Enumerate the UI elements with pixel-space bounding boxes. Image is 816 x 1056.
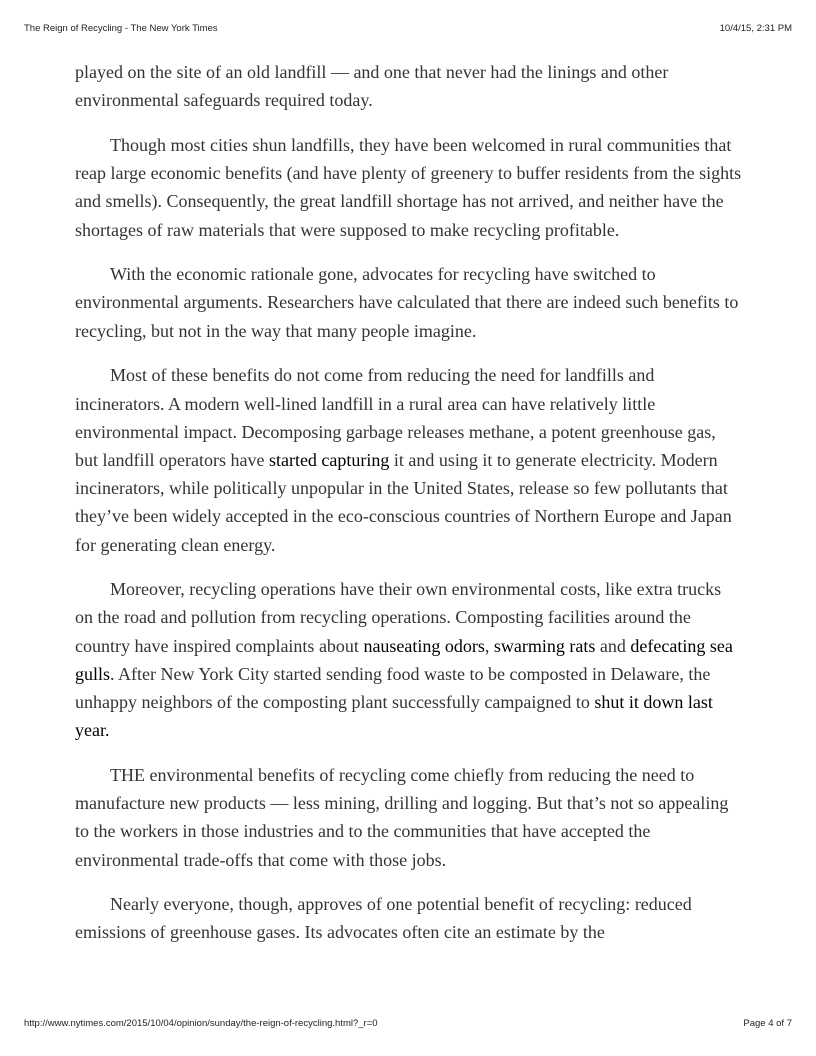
paragraph-4-text-1: Most of these benefits do not come from reducing the need for landfills and incinerators. A modern well-lined landfill in a rural area can have relatively little environmental impact. Decomposing garbage releases methane, a potent greenhouse gas, but landfill operators have [75, 365, 716, 470]
link-defecating-sea-gulls[interactable]: defecating sea gulls [75, 635, 733, 684]
print-header [24, 23, 792, 34]
paragraph-7: Nearly everyone, though, approves of one potential benefit of recycling: reduced emissions of greenhouse gases. Its advocates often cite an estimate by the [75, 894, 692, 943]
paragraph-5-text-3: and [595, 635, 631, 656]
paragraph-3: With the economic rationale gone, advocates for recycling have switched to environmental arguments. Researchers have calculated that there are indeed such benefits to recycling, but not in the way that many people imagine. [75, 264, 739, 341]
print-header-datetime: 10/4/15, 2:31 PM [719, 23, 792, 34]
paragraph-5-text-4: . After New York City started sending food waste to be composted in Delaware, the unhappy neighbors of the composting plant successfully campaigned to [75, 663, 711, 713]
paragraph-4-text-2: it and using it to generate electricity. Modern incinerators, while politically unpopular in the United States, release so few pollutants that they’ve been widely accepted in the eco-conscious countries of Northern Europe and Japan for generating clean energy. [75, 449, 732, 555]
link-started-capturing[interactable]: started capturing [268, 449, 390, 470]
print-footer-page-number: Page 4 of 7 [743, 1018, 792, 1029]
link-swarming-rats[interactable]: swarming rats [493, 635, 596, 656]
print-footer [24, 1018, 792, 1029]
article-body [75, 58, 743, 963]
paragraph-4 [75, 361, 743, 558]
link-nauseating-odors[interactable]: nauseating odors [363, 635, 485, 656]
print-footer-url: http://www.nytimes.com/2015/10/04/opinion/sunday/the-reign-of-recycling.html?_r=0 [24, 1018, 378, 1029]
paragraph-1: played on the site of an old landfill — and one that never had the linings and other environmental safeguards required today. [75, 62, 669, 111]
link-shut-it-down[interactable]: shut it down last year. [75, 692, 713, 741]
print-header-title: The Reign of Recycling - The New York Times [24, 23, 218, 34]
paragraph-5-text-1: Moreover, recycling operations have their own environmental costs, like extra trucks on the road and pollution from recycling operations. Composting facilities around the country have inspired complaints about [75, 579, 722, 656]
paragraph-2: Though most cities shun landfills, they have been welcomed in rural communities that reap large economic benefits (and have plenty of greenery to buffer residents from the sights and smells). Consequently, the great landfill shortage has not arrived, and neither have the shortages of raw materials that were supposed to make recycling profitable. [75, 134, 742, 240]
paragraph-5-text-2: , [484, 635, 494, 656]
paragraph-5 [75, 575, 743, 744]
paragraph-6: THE environmental benefits of recycling come chiefly from reducing the need to manufacture new products — less mining, drilling and logging. But that’s not so appealing to the workers in those industries and to the communities that have accepted the environmental trade-offs that come with those jobs. [75, 764, 729, 870]
